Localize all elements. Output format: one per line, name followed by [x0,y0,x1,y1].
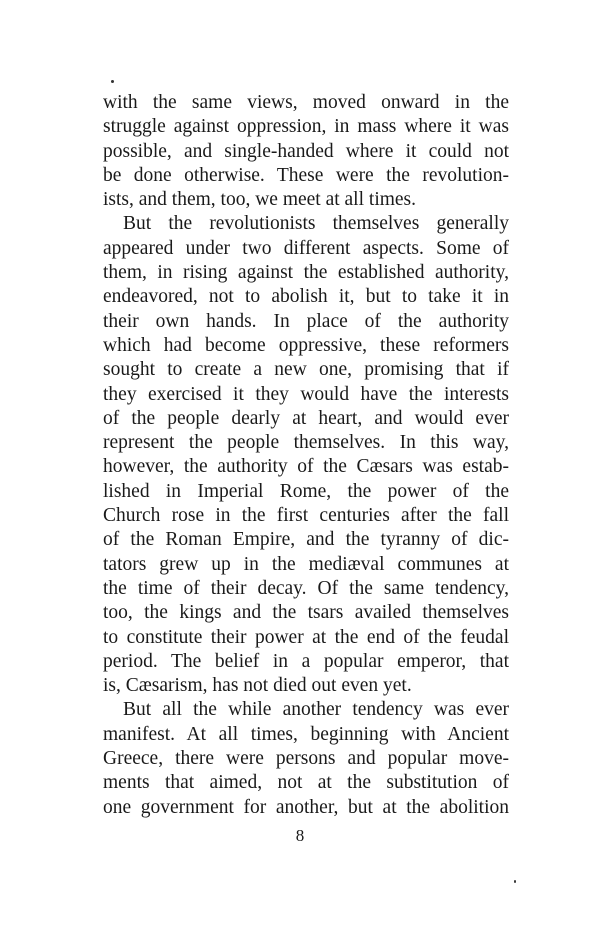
text-line: represent the people themselves. In this way, [103,432,509,454]
text-line: is, Cæsarism, has not died out even yet. [103,675,412,697]
text-line: period. The belief in a popular emperor, that [103,650,509,672]
text-line: however, the authority of the Cæsars was estab- [103,456,509,478]
text-line: But all the while another tendency was ever [123,699,509,721]
text-line: the time of their decay. Of the same tendency, [103,577,509,599]
text-line: them, in rising against the established authority, [103,262,509,284]
text-line: to constitute their power at the end of the feudal [103,626,509,648]
text-line: one government for another, but at the abolition [103,796,509,818]
text-line: But the revolutionists themselves generally [123,213,509,235]
text-line: ists, and them, too, we meet at all times. [103,189,417,211]
text-line: of the Roman Empire, and the tyranny of dic- [103,529,509,551]
text-line: appeared under two different aspects. Some of [103,237,509,259]
text-line: lished in Imperial Rome, the power of the [103,480,509,502]
ink-speck [111,80,114,83]
text-line: too, the kings and the tsars availed themselves [103,602,509,624]
ink-speck [514,880,516,883]
body-text [103,91,509,820]
text-line: tators grew up in the mediæval communes at [103,553,509,575]
text-line: Church rose in the first centuries after the fall [103,505,509,527]
text-line: be done otherwise. These were the revolution- [103,164,509,186]
text-line: with the same views, moved onward in the [103,92,509,113]
text-line: endeavored, not to abolish it, but to take it in [103,286,509,308]
text-line: Greece, there were persons and popular move- [103,748,509,770]
text-line: sought to create a new one, promising that if [103,359,509,381]
text-line: they exercised it they would have the interests [103,383,509,405]
text-line: ments that aimed, not at the substitution of [103,772,509,794]
text-line: their own hands. In place of the authority [103,310,509,332]
text-line: which had become oppressive, these reformers [103,334,509,356]
text-line: struggle against oppression, in mass where it was [103,116,509,138]
text-line: manifest. At all times, beginning with Ancient [103,723,509,745]
text-line: of the people dearly at heart, and would ever [103,407,509,429]
text-line: possible, and single-handed where it could not [103,140,509,162]
page-number: 8 [295,826,305,845]
